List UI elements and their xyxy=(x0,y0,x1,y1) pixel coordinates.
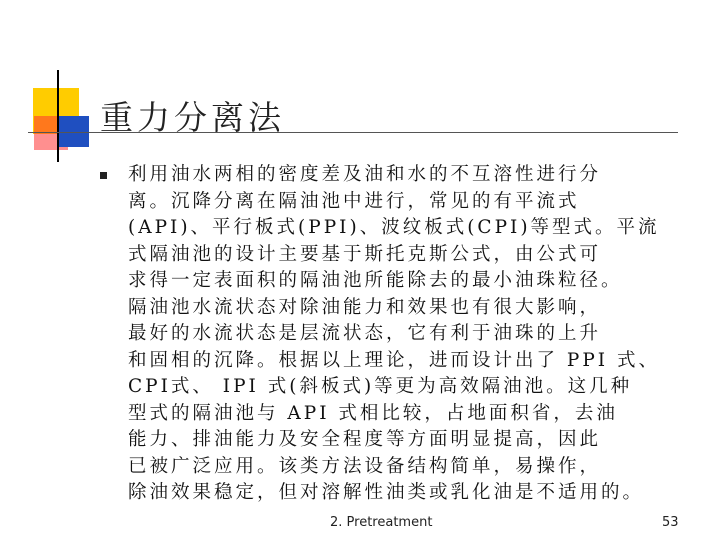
body-line: 离。沉降分离在隔油池中进行，常见的有平流式 xyxy=(128,190,580,212)
body-line: 求得一定表面积的隔油池所能除去的最小油珠粒径。 xyxy=(128,270,623,291)
slide-title: 重力分离法 xyxy=(100,98,285,137)
body-line: 能力、排油能力及安全程度等方面明显提高，因此 xyxy=(128,429,602,450)
body-line: 已被广泛应用。该类方法设备结构简单，易操作， xyxy=(128,455,602,477)
body-line: 隔油池水流状态对除油能力和效果也有很大影响， xyxy=(128,296,602,318)
body-line: (API)、平行板式(PPI)、波纹板式(CPI)等型式。平流 xyxy=(128,217,660,238)
body-line: CPI式、 IPI 式(斜板式)等更为高效隔油池。这几种 xyxy=(128,376,633,397)
body-line: 型式的隔油池与 API 式相比较，占地面积省，去油 xyxy=(128,402,618,424)
body-line: 式隔油池的设计主要基于斯托克斯公式，由公式可 xyxy=(128,243,602,265)
bullet-square-icon xyxy=(100,172,107,179)
decor-vertical-line xyxy=(57,70,59,162)
body-line: 利用油水两相的密度差及油和水的不互溶性进行分 xyxy=(128,164,602,185)
body-line: 除油效果稳定，但对溶解性油类或乳化油是不适用的。 xyxy=(128,482,645,503)
slide-body xyxy=(128,162,703,507)
footer-label: 2. Pretreatment xyxy=(330,515,433,530)
page-number: 53 xyxy=(662,515,679,530)
body-line: 最好的水流状态是层流状态，它有利于油珠的上升 xyxy=(128,323,602,344)
body-line: 和固相的沉降。根据以上理论，进而设计出了 PPI 式、 xyxy=(128,349,660,371)
